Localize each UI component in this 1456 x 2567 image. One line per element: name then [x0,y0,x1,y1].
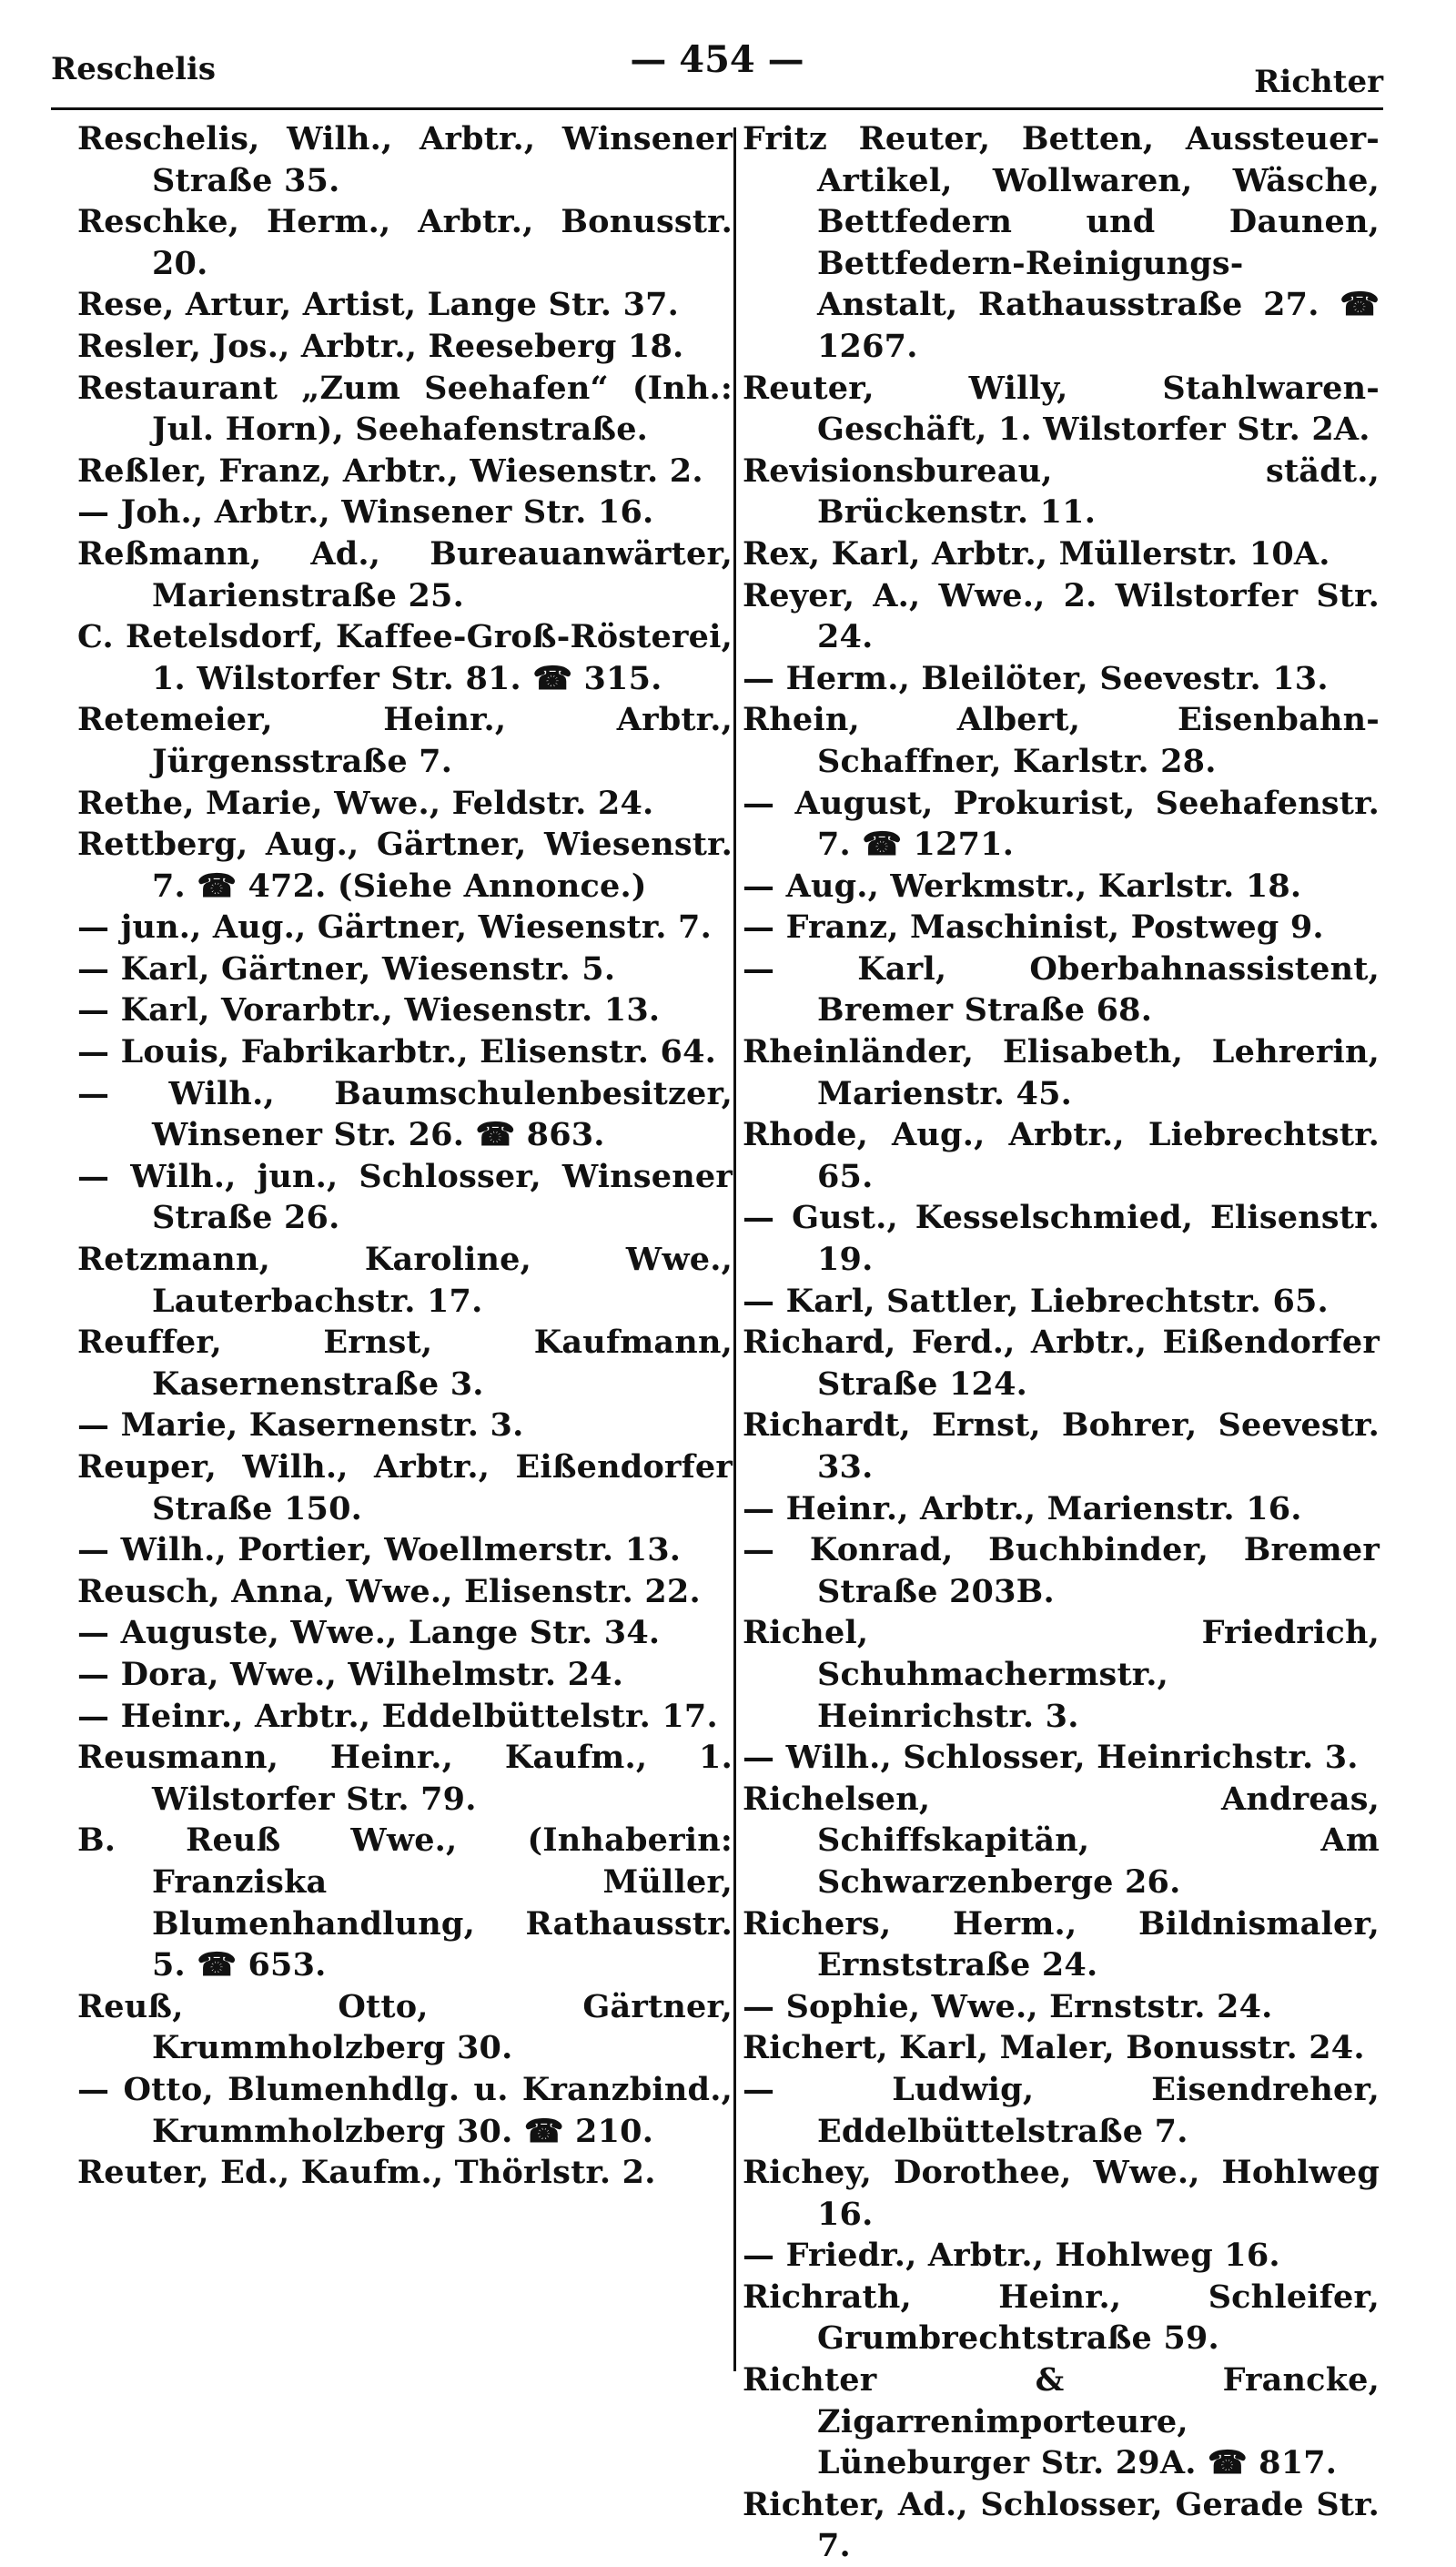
directory-entry: — Herm., Bleilöter, Seevestr. 13. [743,659,1329,697]
directory-entry: Reuter, Ed., Kaufm., Thörlstr. 2. [77,2154,656,2192]
directory-entry: B. Reuß Wwe., (Inhaberin: Franziska Müller, Blumenhandlung, Rathausstr. 5. ☎ 653. [77,1821,733,1984]
directory-entry: — Dora, Wwe., Wilhelmstr. 24. [77,1655,624,1693]
directory-entry: Richardt, Ernst, Bohrer, Seevestr. 33. [743,1406,1380,1486]
directory-entry: Reßmann, Ad., Bureauanwärter, Marienstraße 25. [77,534,733,614]
right-column [743,118,1380,2567]
directory-entry: — Franz, Maschinist, Postweg 9. [743,908,1324,947]
directory-entry: Richelsen, Andreas, Schiffskapitän, Am Schwarzenberge 26. [743,1780,1380,1901]
directory-entry: — Karl, Gärtner, Wiesenstr. 5. [77,949,616,988]
directory-entry: — Otto, Blumenhdlg. u. Kranzbind., Krummholzberg 30. ☎ 210. [77,2070,733,2150]
directory-entry: Reyer, A., Wwe., 2. Wilstorfer Str. 24. [743,576,1380,656]
directory-entry: Reuß, Otto, Gärtner, Krummholzberg 30. [77,1987,733,2067]
left-column [77,118,733,2194]
directory-entry: Rese, Artur, Artist, Lange Str. 37. [77,286,680,324]
directory-entry: — Heinr., Arbtr., Eddelbüttelstr. 17. [77,1697,718,1735]
directory-entry: — Friedr., Arbtr., Hohlweg 16. [743,2237,1280,2275]
directory-entry: Rheinländer, Elisabeth, Lehrerin, Marienstr. 45. [743,1033,1380,1112]
directory-entry: Richrath, Heinr., Schleifer, Grumbrechtstraße 59. [743,2278,1380,2358]
page-number: — 454 — [630,38,804,81]
directory-entry: — Wilh., Portier, Woellmerstr. 13. [77,1531,682,1569]
directory-entry: Rethe, Marie, Wwe., Feldstr. 24. [77,784,654,822]
directory-entry: — Marie, Kasernenstr. 3. [77,1406,524,1445]
directory-entry: Reschke, Herm., Arbtr., Bonusstr. 20. [77,203,733,282]
directory-entry: Richter, Ad., Schlosser, Gerade Str. 7. [743,2485,1380,2565]
directory-entry: Fritz Reuter, Betten, Aussteuer-Artikel, Wollwaren, Wäsche, Bettfedern und Daunen, Bettfedern-Reinigungs-Anstalt, Rathausstraße 27. ☎ 1267. [743,120,1380,365]
directory-entry: C. Retelsdorf, Kaffee-Groß-Rösterei, 1. Wilstorfer Str. 81. ☎ 315. [77,618,733,697]
directory-entry: Reschelis, Wilh., Arbtr., Winsener Straße 35. [77,120,733,199]
directory-entry: Reusmann, Heinr., Kaufm., 1. Wilstorfer Str. 79. [77,1739,733,1818]
directory-entry: Resler, Jos., Arbtr., Reeseberg 18. [77,327,684,365]
directory-entry: Revisionsbureau, städt., Brückenstr. 11. [743,452,1380,532]
directory-entry: Richey, Dorothee, Wwe., Hohlweg 16. [743,2154,1380,2233]
directory-entry: Richers, Herm., Bildnismaler, Ernststraße 24. [743,1904,1380,1984]
directory-entry: — Wilh., jun., Schlosser, Winsener Straße 26. [77,1157,733,1237]
running-head [51,38,1383,100]
directory-entry: Rhein, Albert, Eisenbahn-Schaffner, Karlstr. 28. [743,701,1380,780]
directory-entry: — jun., Aug., Gärtner, Wiesenstr. 7. [77,908,712,947]
directory-entry: — Wilh., Schlosser, Heinrichstr. 3. [743,1739,1359,1777]
directory-entry: Reßler, Franz, Arbtr., Wiesenstr. 2. [77,452,703,490]
directory-entry: Restaurant „Zum Seehafen“ (Inh.: Jul. Horn), Seehafenstraße. [77,369,733,449]
directory-entry: Reuper, Wilh., Arbtr., Eißendorfer Straße 150. [77,1448,733,1527]
directory-entry: Richard, Ferd., Arbtr., Eißendorfer Straße 124. [743,1324,1380,1403]
directory-entry: — Karl, Sattler, Liebrechtstr. 65. [743,1282,1329,1320]
directory-entry: — Joh., Arbtr., Winsener Str. 16. [77,493,654,532]
directory-entry: Retzmann, Karoline, Wwe., Lauterbachstr. 17. [77,1241,733,1320]
directory-entry: — Gust., Kesselschmied, Elisenstr. 19. [743,1199,1380,1279]
directory-entry: Rex, Karl, Arbtr., Müllerstr. 10A. [743,534,1330,573]
directory-entry: Rettberg, Aug., Gärtner, Wiesenstr. 7. ☎ 472. (Siehe Annonce.) [77,826,733,905]
directory-entry: Reusch, Anna, Wwe., Elisenstr. 22. [77,1572,701,1610]
directory-entry: — Wilh., Baumschulenbesitzer, Winsener Str. 26. ☎ 863. [77,1074,733,1154]
directory-entry: — Sophie, Wwe., Ernststr. 24. [743,1987,1273,2025]
directory-entry: — Ludwig, Eisendreher, Eddelbüttelstraße 7. [743,2070,1380,2150]
directory-entry: — Aug., Werkmstr., Karlstr. 18. [743,867,1302,905]
directory-entry: — Louis, Fabrikarbtr., Elisenstr. 64. [77,1033,717,1071]
directory-entry: Richert, Karl, Maler, Bonusstr. 24. [743,2029,1365,2067]
directory-entry: — August, Prokurist, Seehafenstr. 7. ☎ 1271. [743,784,1380,864]
header-left-catchword: Reschelis [51,51,217,87]
directory-entry: Reuter, Willy, Stahlwaren-Geschäft, 1. Wilstorfer Str. 2A. [743,369,1380,449]
directory-entry: — Heinr., Arbtr., Marienstr. 16. [743,1489,1302,1527]
directory-entry: Rhode, Aug., Arbtr., Liebrechtstr. 65. [743,1116,1380,1195]
directory-entry: Retemeier, Heinr., Arbtr., Jürgensstraße 7. [77,701,733,780]
column-divider [733,127,736,2371]
directory-entry: Richel, Friedrich, Schuhmachermstr., Heinrichstr. 3. [743,1614,1380,1735]
directory-entry: — Auguste, Wwe., Lange Str. 34. [77,1614,661,1652]
directory-entry: — Karl, Oberbahnassistent, Bremer Straße 68. [743,949,1380,1030]
header-rule [51,107,1383,110]
header-right-catchword: Richter [1254,64,1383,100]
directory-entry: Reuffer, Ernst, Kaufmann, Kasernenstraße 3. [77,1324,733,1403]
directory-entry: — Konrad, Buchbinder, Bremer Straße 203B. [743,1531,1380,1610]
directory-entry: — Karl, Vorarbtr., Wiesenstr. 13. [77,991,661,1030]
directory-entry: Richter & Francke, Zigarrenimporteure, Lüneburger Str. 29A. ☎ 817. [743,2361,1380,2482]
